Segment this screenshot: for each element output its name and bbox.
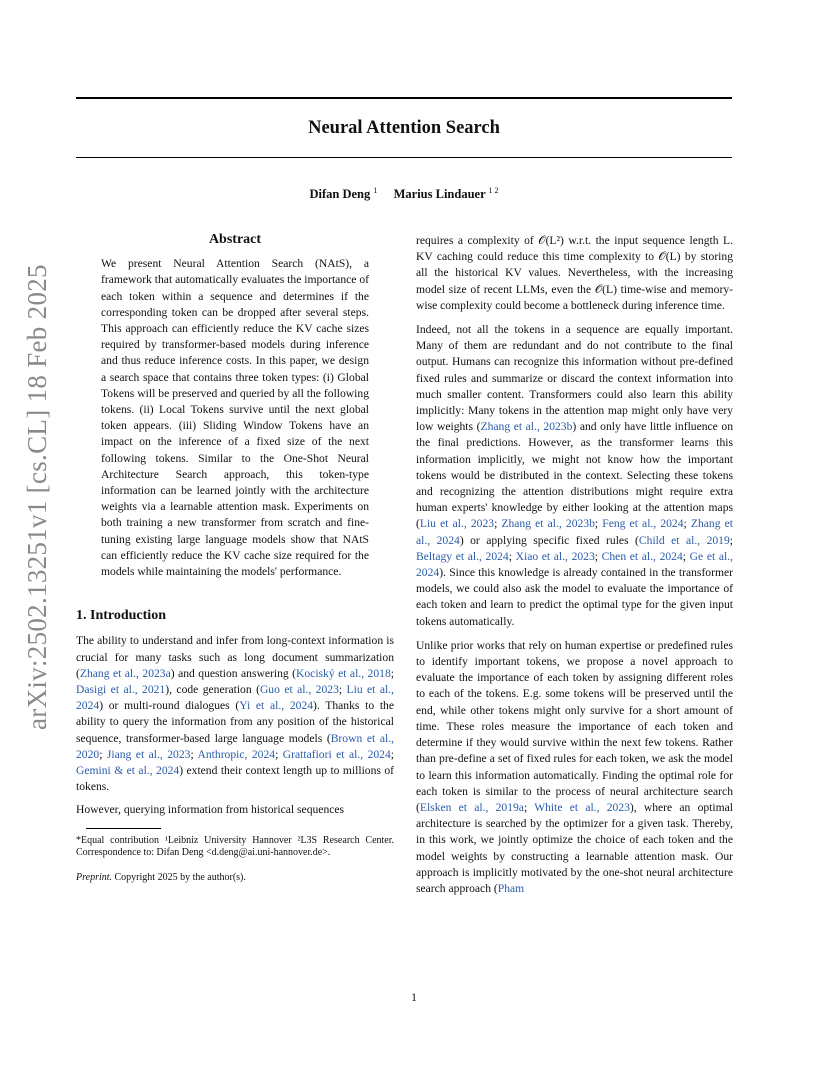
paper-title: Neural Attention Search bbox=[308, 118, 500, 138]
author-name: Marius Lindauer bbox=[393, 187, 486, 202]
author-affiliation: 1 bbox=[373, 186, 378, 195]
citation-link[interactable]: Guo et al., 2023 bbox=[259, 683, 339, 697]
citation-link[interactable]: Kociský et al., 2018 bbox=[296, 666, 391, 680]
citation-link[interactable]: Beltagy et al., 2024 bbox=[416, 549, 509, 563]
abstract-heading: Abstract bbox=[208, 232, 262, 247]
right-column bbox=[416, 233, 733, 905]
citation-link[interactable]: Jiang et al., 2023 bbox=[106, 747, 191, 761]
citation-link[interactable]: Child et al., 2019 bbox=[638, 533, 730, 547]
page-number: 1 bbox=[411, 990, 417, 1004]
intro-paragraph: However, querying information from historical sequences bbox=[76, 802, 345, 816]
citation-link[interactable]: Dasigi et al., 2021 bbox=[76, 683, 166, 697]
body-paragraph: requires a complexity of 𝒪(L²) w.r.t. the input sequence length L. KV caching could reduce this time complexity to 𝒪(L) by storing all the historical KV values. Nevertheless, with the increasing model size of recent LLMs, even the 𝒪(L) time-wise and memory-wise complexity could become a bottleneck during inference time. bbox=[416, 234, 733, 312]
preprint-label: Preprint. bbox=[76, 871, 113, 883]
arxiv-side-stamp: arXiv:2502.13251v1 [cs.CL] 18 Feb 2025 bbox=[22, 264, 52, 730]
footnote: *Equal contribution ¹Leibniz University Hannover ²L3S Research Center. Correspondence to: Difan Deng <d.deng@ai.uni-hannover.de>. bbox=[76, 834, 394, 859]
title-bottom-rule bbox=[76, 157, 732, 158]
abstract-text: We present Neural Attention Search (NAtS), a framework that automatically evaluates the importance of each token within a sequence and determines if the corresponding token can be dropped after several steps. This approach can efficiently reduce the KV cache sizes required by transformer-based models during inference and thus reduce inference costs. In this paper, we design a search space that contains three token types: (i) Global Tokens will be preserved and queried by all the following tokens. (ii) Local Tokens survive until the next global token appears. (iii) Sliding Window Tokens have an impact on the inference of a fixed size of the next following tokens. Similar to the One-Shot Neural Architecture Search approach, this token-type information can be learned jointly with the architecture weights via a learnable attention mask. Experiments on both training a new transformer from scratch and fine-tuning existing large language models show that NAtS can efficiently reduce the KV cache size required for the models while maintaining the models' performance. bbox=[101, 257, 369, 579]
author-name: Difan Deng bbox=[309, 187, 371, 202]
body-paragraph: Unlike prior works that rely on human expertise or predefined rules to identify important tokens, we propose a novel approach to evaluate the importance of each token by assigning different roles to each of the tokens. E.g. some tokens will be preserved until the end, while other tokens might only survive for a short amount of time. These roles measure the importance of each token and determine if they would survive within the next few tokens. Rather than pre-define a set of fixed rules for each token, we ask the model to learn this information automatically. Finding the optimal role for each token is similar to the process of neural architecture search (Elsken et al., 2019a; White et al., 2023), where an optimal architecture is searched by the optimizer for a given task. Thereby, in this work, we jointly optimize the choice of each token and the model weights by constructing a learnable attention mask. Our approach is implicitly motivated by the one-shot neural architecture search approach (Pham bbox=[416, 638, 733, 895]
citation-link[interactable]: Yi et al., 2024 bbox=[239, 699, 314, 713]
title-top-rule bbox=[76, 97, 732, 99]
citation-link[interactable]: Feng et al., 2024 bbox=[602, 517, 684, 531]
preprint-copyright: Copyright 2025 by the author(s). bbox=[112, 871, 246, 883]
intro-paragraph: The ability to understand and infer from long-context information is crucial for many tasks such as long document summarization (Zhang et al., 2023a) and question answering (Kociský et al., 2018; Dasigi et al., 2021), code generation (Guo et al., 2023; Liu et al., 2024) or multi-round dialogues (Yi et al., 2024). Thanks to the ability to query the information from any position of the historical sequence, transformer-based large language models (Brown et al., 2020; Jiang et al., 2023; Anthropic, 2024; Grattafiori et al., 2024; Gemini & et al., 2024) extend their context length up to millions of tokens. bbox=[76, 634, 395, 794]
citation-link[interactable]: Grattafiori et al., 2024 bbox=[282, 747, 391, 761]
citation-link[interactable]: Elsken et al., 2019a bbox=[419, 800, 524, 814]
citation-link[interactable]: Pham bbox=[497, 881, 525, 895]
section-heading-introduction: 1. Introduction bbox=[76, 608, 166, 624]
citation-link[interactable]: Brown et al., 2020 bbox=[76, 731, 395, 761]
citation-link[interactable]: Gemini & et al., 2024 bbox=[76, 764, 180, 778]
preprint-notice bbox=[76, 872, 394, 885]
citation-link[interactable]: Anthropic, 2024 bbox=[197, 747, 276, 761]
citation-link[interactable]: Xiao et al., 2023 bbox=[515, 549, 595, 563]
citation-link[interactable]: Zhang et al., 2024 bbox=[416, 517, 733, 547]
citation-link[interactable]: Zhang et al., 2023a bbox=[79, 666, 171, 680]
citation-link[interactable]: White et al., 2023 bbox=[534, 800, 630, 814]
left-column bbox=[76, 232, 394, 884]
body-paragraph: Indeed, not all the tokens in a sequence are equally important. Many of them are redundant and do not contribute to the final output. Humans can recognize this information without pre-defined fixed rules and summarize or discard the context information into much smaller content. Transformers could also learn this ability implicitly: Many tokens in the attention map might only have very low weights (Zhang et al., 2023b) and only have little influence on the final predictions. However, as the transformer learns this information implicitly, we might not know how the important tokens would be distributed in the context. Selecting these tokens and recognizing the attention distributions might require extra human experts' knowledge by either looking at the attention maps (Liu et al., 2023; Zhang et al., 2023b; Feng et al., 2024; Zhang et al., 2024) or applying specific fixed rules (Child et al., 2019; Beltagy et al., 2024; Xiao et al., 2023; Chen et al., 2024; Ge et al., 2024). Since this knowledge is already contained in the transformer models, we could also ask the model to evaluate the importance of each token and learn to predict the optimal type for the given input tokens automatically. bbox=[416, 323, 734, 628]
citation-link[interactable]: Ge et al., 2024 bbox=[416, 549, 733, 580]
citation-link[interactable]: Zhang et al., 2023b bbox=[501, 517, 595, 531]
citation-link[interactable]: Chen et al., 2024 bbox=[601, 549, 683, 563]
citation-link[interactable]: Liu et al., 2023 bbox=[419, 517, 495, 531]
citation-link[interactable]: Liu et al., 2024 bbox=[76, 683, 394, 713]
author-list bbox=[76, 186, 732, 202]
footnote-rule bbox=[86, 828, 161, 829]
citation-link[interactable]: Zhang et al., 2023b bbox=[480, 420, 573, 434]
author-affiliation: 1 2 bbox=[488, 186, 499, 195]
